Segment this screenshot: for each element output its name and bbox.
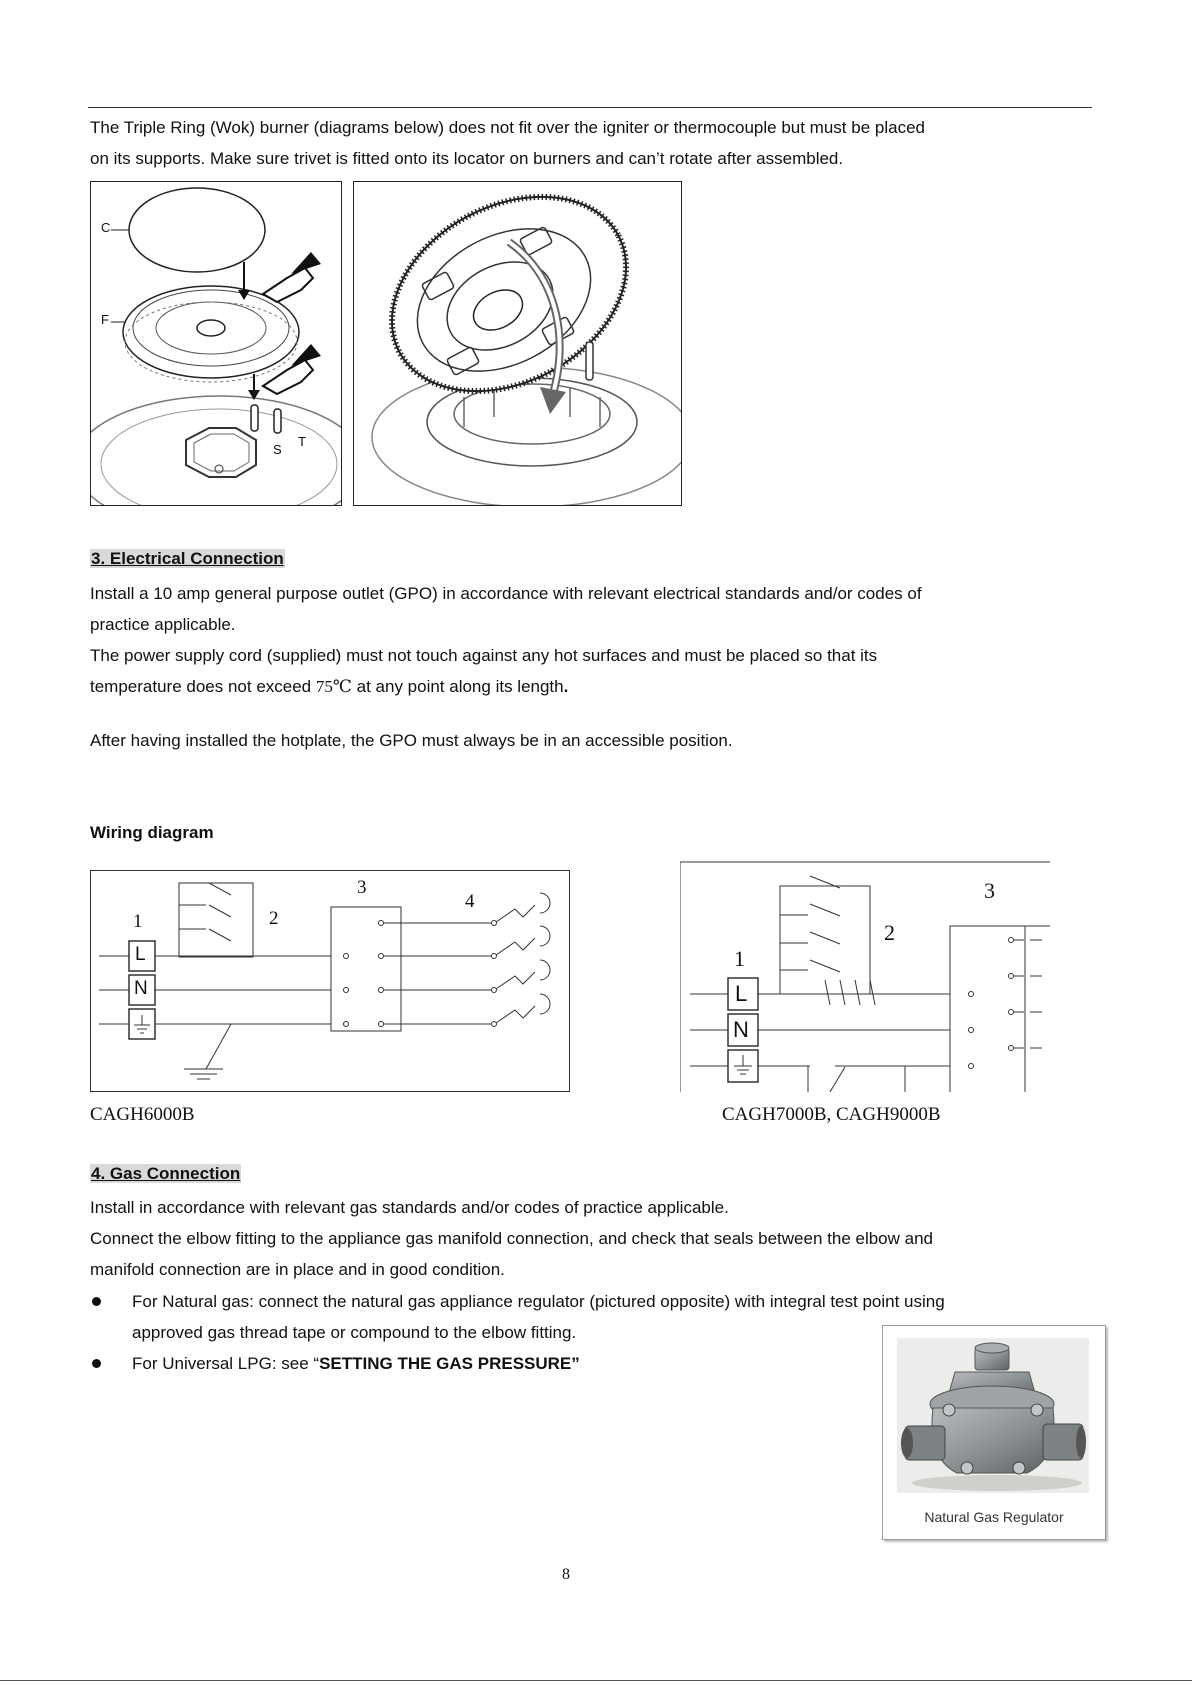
wl-term-l: L: [135, 944, 146, 965]
wiring-right-caption: CAGH7000B, CAGH9000B: [722, 1104, 941, 1125]
wiring-left-drawing: [91, 871, 569, 1091]
gas-bullet-1-line-2: approved gas thread tape or compound to the elbow fitting.: [132, 1323, 577, 1342]
wr-term-l: L: [735, 981, 748, 1006]
bottom-rule: [0, 1680, 1192, 1681]
wok-burner-drawing: [354, 182, 681, 505]
electrical-p1-line-1: Install a 10 amp general purpose outlet (GPO) in accordance with relevant electrical standards and/or codes of: [90, 584, 922, 603]
wl-term-n: N: [134, 978, 148, 999]
temperature-value: 75℃: [315, 677, 352, 696]
intro-line-2: on its supports. Make sure trivet is fitted onto its locator on burners and can’t rotate after assembled.: [90, 149, 844, 168]
electrical-p1-line-2: practice applicable.: [90, 615, 236, 634]
gas-heading-wrap: [90, 1164, 241, 1184]
gas-bullet-1-line-1: For Natural gas: connect the natural gas appliance regulator (pictured opposite) with integral test point using: [132, 1292, 945, 1311]
wr-num-2: 2: [884, 920, 895, 945]
bullet-dot-1: [92, 1297, 101, 1306]
gas-line-3: manifold connection are in place and in good condition.: [90, 1260, 505, 1279]
wl-num-1: 1: [133, 911, 143, 932]
burner-assembly-figure: [90, 181, 342, 506]
wl-num-4: 4: [465, 891, 475, 912]
wl-num-3: 3: [357, 877, 367, 898]
bullet-2-bold: SETTING THE GAS PRESSURE”: [319, 1354, 580, 1373]
electrical-p2-line-2: [90, 671, 568, 702]
wr-term-n: N: [733, 1017, 749, 1042]
gas-heading: 4. Gas Connection: [91, 1164, 241, 1183]
p2-pre: temperature does not exceed: [90, 677, 316, 696]
burner-assembly-drawing: [91, 182, 341, 505]
wok-burner-placement-figure: [353, 181, 682, 506]
wiring-title: Wiring diagram: [90, 823, 214, 842]
wr-num-3: 3: [984, 878, 995, 903]
wr-num-1: 1: [734, 946, 745, 971]
p2-period: .: [563, 677, 569, 696]
electrical-p3: After having installed the hotplate, the GPO must always be in an accessible position.: [90, 731, 733, 750]
p2-post: at any point along its length: [351, 677, 564, 696]
electrical-heading: 3. Electrical Connection: [91, 549, 284, 568]
page-number: 8: [562, 1566, 570, 1583]
intro-line-1: The Triple Ring (Wok) burner (diagrams below) does not fit over the igniter or thermocouple but must be placed: [90, 118, 925, 137]
top-rule: [88, 107, 1092, 108]
label-t: T: [298, 434, 306, 449]
electrical-heading-wrap: [90, 549, 285, 569]
wiring-diagram-left: [90, 870, 570, 1092]
wl-num-2: 2: [269, 908, 279, 929]
wiring-diagram-right: [680, 860, 1050, 1092]
regulator-photo-frame: [882, 1325, 1106, 1540]
bullet-2-pre: For Universal LPG: see “: [132, 1354, 320, 1373]
electrical-p2-line-1: The power supply cord (supplied) must not touch against any hot surfaces and must be placed so that its: [90, 646, 878, 665]
regulator-caption: Natural Gas Regulator: [924, 1509, 1064, 1525]
gas-line-1: Install in accordance with relevant gas standards and/or codes of practice applicable.: [90, 1198, 729, 1217]
label-s: S: [273, 442, 282, 457]
gas-bullet-2: [132, 1348, 580, 1379]
regulator-illustration: [897, 1338, 1089, 1493]
label-f: F: [101, 312, 109, 327]
regulator-photo: [897, 1338, 1089, 1493]
wiring-left-caption: CAGH6000B: [90, 1104, 195, 1125]
gas-line-2: Connect the elbow fitting to the appliance gas manifold connection, and check that seals between the elbow and: [90, 1229, 934, 1248]
label-c: C: [101, 220, 111, 235]
bullet-dot-2: [92, 1359, 101, 1368]
